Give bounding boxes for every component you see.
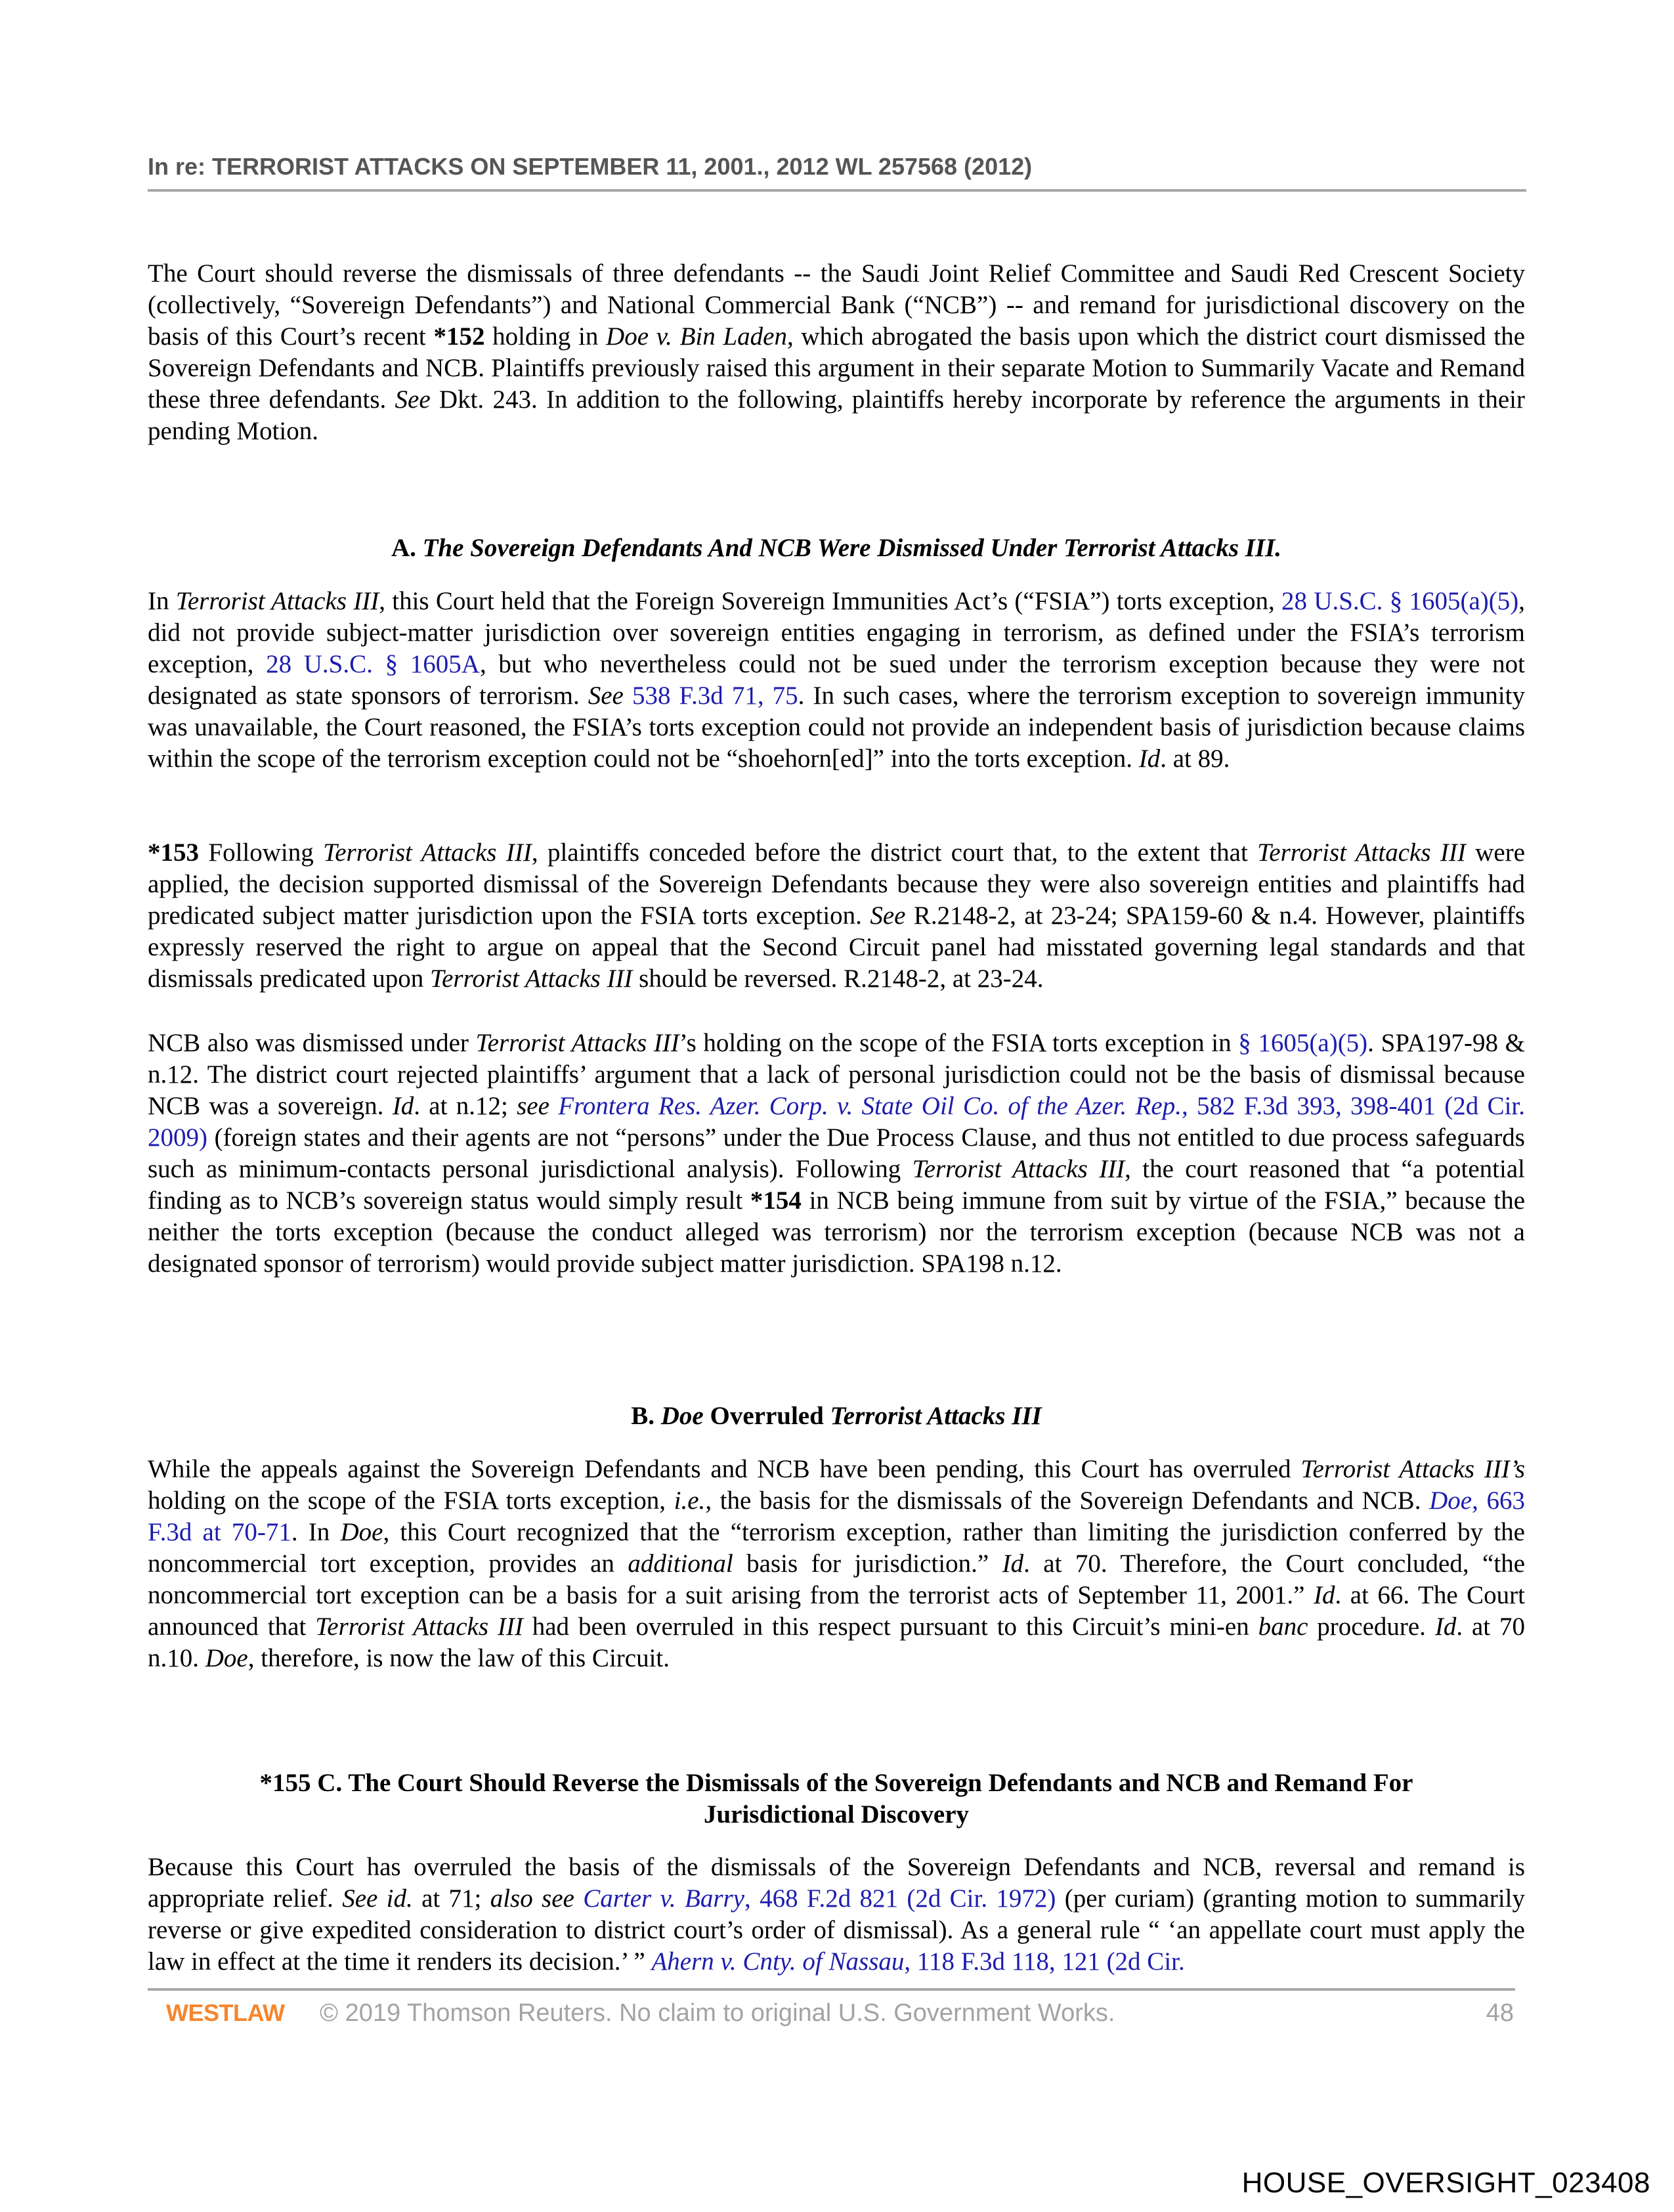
page-footer xyxy=(148,1999,1515,2028)
section-c-paragraph-1 xyxy=(148,1852,1525,1978)
text-run: , did not provide subject-matter jurisdiction over sovereign entities engaging in terrorism, as defined under the FSIA’s terrorism exception, xyxy=(148,587,1525,678)
text-run: Doe xyxy=(660,1402,704,1430)
text-run: Id xyxy=(1434,1613,1457,1641)
text-run: had been overruled in this respect pursuant to this Circuit’s mini-en xyxy=(523,1613,1258,1641)
text-run: also see xyxy=(490,1884,574,1913)
text-run: See xyxy=(870,901,906,930)
text-run: . In such cases, where the terrorism exception to sovereign immunity was unavailable, the Court reasoned, the FSIA’s torts exception could not provide an independent basis of jurisdiction because claims within the scope of the terrorism exception could not be “shoehorn[ed]” into the torts exception. xyxy=(148,682,1526,773)
text-run: Id xyxy=(1002,1550,1024,1578)
citation-link[interactable]: , 118 F.3d 118, 121 (2d Cir. xyxy=(904,1947,1185,1976)
text-run xyxy=(549,1092,558,1120)
text-run: basis for jurisdiction.” xyxy=(733,1550,1002,1578)
text-run: While the appeals against the Sovereign Defendants and NCB have been pending, this Court has overruled xyxy=(148,1455,1301,1483)
citation-link[interactable]: § 1605(a)(5) xyxy=(1238,1029,1368,1057)
document-header-title: In re: TERRORIST ATTACKS ON SEPTEMBER 11, 2001., 2012 WL 257568 (2012) xyxy=(148,153,1033,180)
text-run: were applied, the decision supported dismissal of the Sovereign Defendants because they were also sovereign entities and plaintiffs had predicated subject matter jurisdiction upon the FSIA torts exception. xyxy=(148,838,1525,930)
text-run: Terrorist Attacks III xyxy=(323,838,532,867)
citation-link[interactable]: Ahern v. Cnty. of Nassau xyxy=(651,1947,905,1976)
text-run xyxy=(624,682,632,710)
text-run: procedure. xyxy=(1308,1613,1435,1641)
text-run: (per curiam) (granting motion to summarily reverse or give expedited consideration to district court’s order of dismissal). As a general rule “ ‘an appellate court must apply the law in effect at the time it renders its decision.’ ” xyxy=(148,1884,1525,1976)
text-run: The Court should reverse the dismissals of three defendants -- the Saudi Joint Relief Committee and Saudi Red Crescent Society (collectively, “Sovereign Defendants”) and National Commercial Bank (“NCB”) -- and remand for jurisdictional discovery on the basis of this Court’s recent xyxy=(148,259,1525,351)
text-run: (foreign states and their agents are not “persons” under the Due Process Clause, and thus not entitled to due process safeguards such as minimum-contacts personal jurisdictional analysis). Following xyxy=(148,1123,1525,1183)
text-run: The Sovereign Defendants And NCB Were Dismissed Under Terrorist Attacks III. xyxy=(422,534,1282,562)
page-number: 48 xyxy=(1486,1999,1514,2027)
star-page-marker: *153 xyxy=(148,838,199,867)
star-page-marker: *152 xyxy=(433,322,485,351)
text-run: at 71; xyxy=(412,1884,490,1913)
citation-link[interactable]: 28 U.S.C. § 1605A xyxy=(266,650,480,678)
citation-link[interactable]: Frontera Res. Azer. Corp. v. State Oil Co. of the Azer. Rep. xyxy=(558,1092,1182,1120)
text-run: . at 70. Therefore, the Court concluded, “the noncommercial tort exception can be a basis for a suit arising from the terrorist acts of September 11, 2001.” xyxy=(148,1550,1526,1609)
intro-paragraph xyxy=(148,258,1525,447)
text-run: Because this Court has overruled the basis of the dismissals of the Sovereign Defendants and NCB, reversal and remand is appropriate relief. xyxy=(148,1853,1525,1913)
text-run: , therefore, is now the law of this Circuit. xyxy=(247,1644,670,1672)
section-heading-b xyxy=(148,1400,1525,1432)
text-run: Terrorist Attacks III xyxy=(175,587,379,615)
citation-link[interactable]: 538 F.3d 71, 75 xyxy=(632,682,798,710)
text-run: . In xyxy=(291,1518,341,1546)
text-run: Terrorist Attacks III xyxy=(430,965,633,993)
text-run: Id xyxy=(1138,745,1161,773)
text-run: in NCB being immune from suit by virtue of the FSIA,” because the neither the torts exception (because the conduct alleged was terrorism) nor the terrorism exception (because NCB was not a designated sponsor of terrorism) would provide subject matter jurisdiction. SPA198 n.12. xyxy=(148,1186,1526,1278)
text-run: Id xyxy=(1313,1581,1335,1609)
text-run: Terrorist Attacks III xyxy=(912,1155,1125,1183)
section-a-paragraph-2 xyxy=(148,837,1525,995)
text-run: , this Court held that the Foreign Sovereign Immunities Act’s (“FSIA”) torts exception, xyxy=(379,587,1282,615)
text-run: , the court reasoned that “a potential finding as to NCB’s sovereign status would simply result xyxy=(148,1155,1525,1215)
text-run: , which abrogated the basis upon which the district court dismissed the Sovereign Defendants and NCB. Plaintiffs previously raised this argument in their separate Motion to Summarily Vacate and Remand these three defendants. xyxy=(148,322,1525,414)
text-run: See xyxy=(395,385,431,414)
text-run: . at 70 n.10. xyxy=(148,1613,1525,1672)
copyright-notice: © 2019 Thomson Reuters. No claim to original U.S. Government Works. xyxy=(320,1999,1115,2027)
text-run: Following xyxy=(199,838,324,867)
section-heading-c-line-1: *155 C. The Court Should Reverse the Dismissals of the Sovereign Defendants and NCB and Remand For xyxy=(259,1769,1413,1797)
star-page-marker: B. xyxy=(631,1402,661,1430)
header-divider xyxy=(148,189,1526,192)
section-heading-a xyxy=(148,532,1525,564)
text-run: NCB also was dismissed under xyxy=(148,1029,476,1057)
text-run: , but who nevertheless could not be sued under the terrorism exception because they were not designated as state sponsors of terrorism. xyxy=(148,650,1525,710)
text-run: R.2148-2, at 23-24; SPA159-60 & n.4. However, plaintiffs expressly reserved the right to argue on appeal that the Second Circuit panel had misstated governing legal standards and that dismissals predicated upon xyxy=(148,901,1525,993)
text-run: Terrorist Attacks III xyxy=(1257,838,1466,867)
citation-link[interactable]: , 468 F.2d 821 (2d Cir. 1972) xyxy=(744,1884,1056,1913)
text-run: , plaintiffs conceded before the district court that, to the extent that xyxy=(531,838,1258,867)
text-run: additional xyxy=(628,1550,733,1578)
text-run: see xyxy=(517,1092,549,1120)
text-run: . SPA197-98 & n.12. The district court rejected plaintiffs’ argument that a lack of personal jurisdiction could not be the basis of dismissal because NCB was a sovereign. xyxy=(148,1029,1525,1120)
text-run: . at 66. The Court announced that xyxy=(148,1581,1525,1641)
star-page-marker: *154 xyxy=(750,1186,802,1215)
text-run: banc xyxy=(1258,1613,1308,1641)
text-run: Terrorist Attacks III xyxy=(830,1402,1042,1430)
text-run: Id xyxy=(392,1092,414,1120)
text-run: . at 89. xyxy=(1160,745,1230,773)
text-run: In xyxy=(148,587,176,615)
text-run: Doe v. Bin Laden xyxy=(606,322,787,351)
westlaw-logo: WESTLAW xyxy=(166,1999,285,2026)
citation-link[interactable]: Carter v. Barry xyxy=(583,1884,744,1913)
text-run: Dkt. 243. In addition to the following, plaintiffs hereby incorporate by reference the arguments in their pending Motion. xyxy=(148,385,1526,445)
citation-link[interactable]: Doe xyxy=(1429,1486,1472,1515)
text-run: , the basis for the dismissals of the Sovereign Defendants and NCB. xyxy=(705,1486,1430,1515)
section-a-paragraph-3 xyxy=(148,1028,1525,1280)
section-a-paragraph-1 xyxy=(148,586,1525,775)
text-run: Terrorist Attacks III’s xyxy=(1300,1455,1525,1483)
citation-link[interactable]: 28 U.S.C. § 1605(a)(5) xyxy=(1281,587,1519,615)
footer-divider xyxy=(148,1988,1515,1991)
text-run: ’s holding on the scope of the FSIA torts exception in xyxy=(679,1029,1239,1057)
text-run: i.e. xyxy=(674,1486,706,1515)
section-heading-c xyxy=(148,1767,1525,1831)
bates-number: HOUSE_OVERSIGHT_023408 xyxy=(1241,2167,1650,2199)
text-run: See id. xyxy=(342,1884,413,1913)
star-page-marker: Overruled xyxy=(703,1402,830,1430)
star-page-marker: A. xyxy=(391,534,423,562)
text-run xyxy=(574,1884,583,1913)
text-run: . at n.12; xyxy=(414,1092,517,1120)
text-run: Terrorist Attacks III xyxy=(315,1613,523,1641)
section-b-paragraph-1 xyxy=(148,1454,1525,1674)
text-run: should be reversed. R.2148-2, at 23-24. xyxy=(632,965,1044,993)
text-run: holding on the scope of the FSIA torts exception, xyxy=(148,1486,674,1515)
citation-link[interactable]: , 582 F.3d 393, 398-401 (2d Cir. 2009) xyxy=(148,1092,1526,1152)
text-run: holding in xyxy=(484,322,607,351)
text-run: Doe xyxy=(340,1518,383,1546)
text-run: Terrorist Attacks III xyxy=(475,1029,679,1057)
text-run: Doe xyxy=(205,1644,248,1672)
text-run: , this Court recognized that the “terrorism exception, rather than limiting the jurisdiction conferred by the noncommercial tort exception, provides an xyxy=(148,1518,1525,1578)
citation-link[interactable]: , 663 F.3d at 70-71 xyxy=(148,1486,1525,1546)
section-heading-c-line-2: Jurisdictional Discovery xyxy=(703,1800,970,1829)
text-run: See xyxy=(588,682,624,710)
